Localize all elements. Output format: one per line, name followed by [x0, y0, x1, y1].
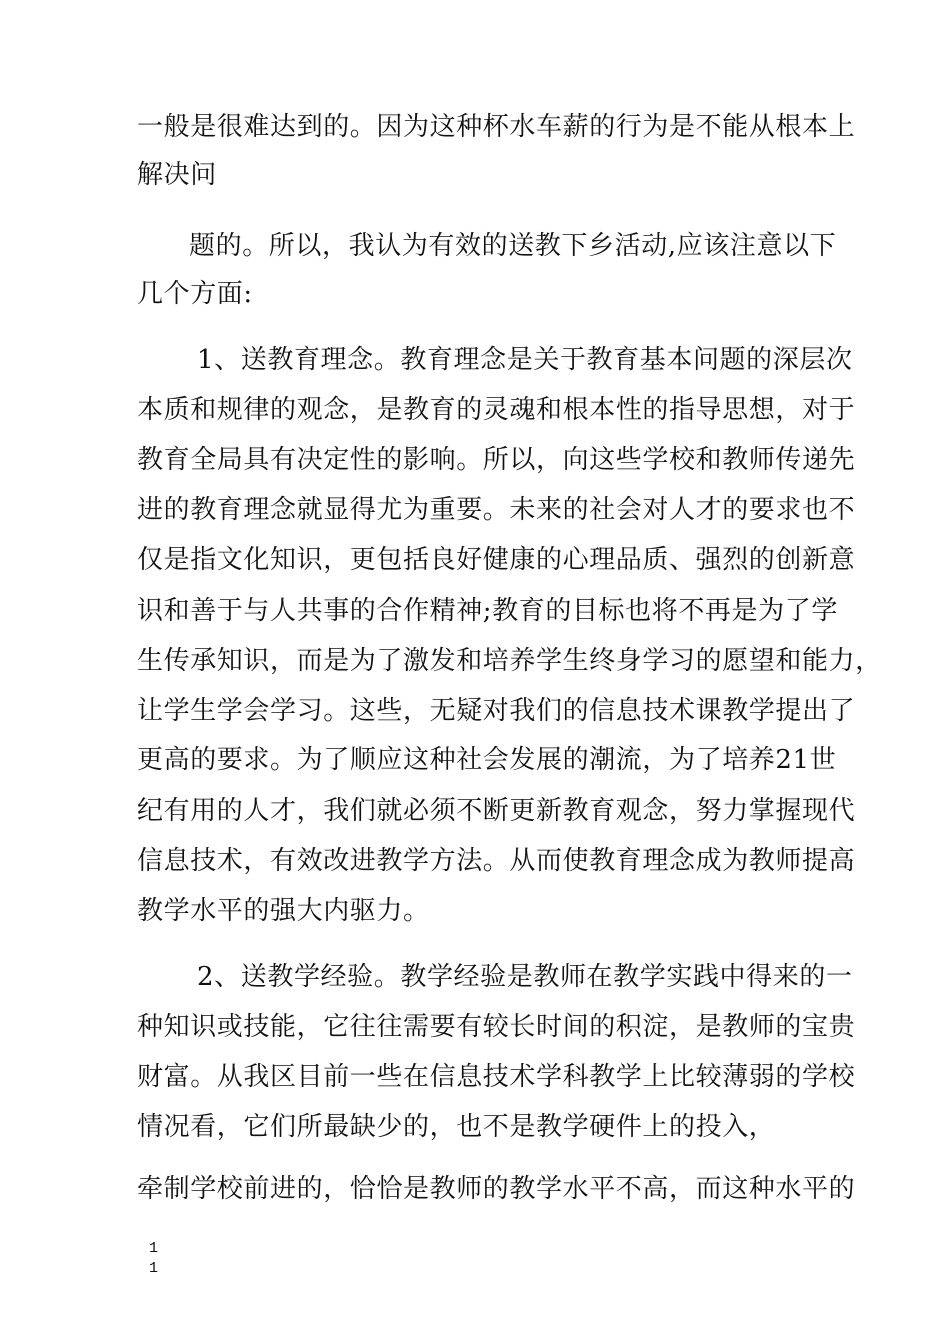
text-line: 一般是很难达到的。因为这种杯水车薪的行为是不能从根本上 — [137, 112, 856, 142]
text-line: 生传承知识，而是为了激发和培养学生终身学习的愿望和能力， — [137, 646, 882, 676]
text-line: 识和善于与人共事的合作精神;教育的目标也将不再是为了学 — [137, 596, 838, 626]
text-line: 题的。所以，我认为有效的送教下乡活动,应该注意以下 — [189, 231, 837, 261]
page-number: 1 — [149, 1260, 159, 1277]
page-number: 1 — [149, 1240, 159, 1257]
text-line: 牵制学校前进的，恰恰是教师的教学水平不高，而这种水平的 — [137, 1174, 856, 1204]
text-line: 本质和规律的观念，是教育的灵魂和根本性的指导思想，对于 — [137, 395, 856, 425]
text-line: 仅是指文化知识，更包括良好健康的心理品质、强烈的创新意 — [137, 545, 856, 575]
text-line: 教育全局具有决定性的影响。所以，向这些学校和教师传递先 — [137, 445, 856, 475]
text-line: 几个方面: — [137, 279, 253, 309]
text-line: 1、送教育理念。教育理念是关于教育基本问题的深层次 — [197, 345, 853, 375]
text-line: 情况看，它们所最缺少的，也不是教学硬件上的投入， — [137, 1112, 776, 1142]
text-line: 2、送教学经验。教学经验是教师在教学实践中得来的一 — [197, 962, 853, 992]
text-line: 信息技术，有效改进教学方法。从而使教育理念成为教师提高 — [137, 846, 856, 876]
text-line: 种知识或技能，它往往需要有较长时间的积淀，是教师的宝贵 — [137, 1012, 856, 1042]
text-line: 更高的要求。为了顺应这种社会发展的潮流，为了培养21世 — [137, 745, 837, 775]
text-line: 教学水平的强大内驱力。 — [137, 896, 430, 926]
text-line: 纪有用的人才，我们就必须不断更新教育观念，努力掌握现代 — [137, 796, 856, 826]
text-line: 解决问 — [137, 160, 217, 190]
text-line: 进的教育理念就显得尤为重要。未来的社会对人才的要求也不 — [137, 495, 856, 525]
text-line: 让学生学会学习。这些，无疑对我们的信息技术课教学提出了 — [137, 696, 856, 726]
text-line: 财富。从我区目前一些在信息技术学科教学上比较薄弱的学校 — [137, 1062, 856, 1092]
